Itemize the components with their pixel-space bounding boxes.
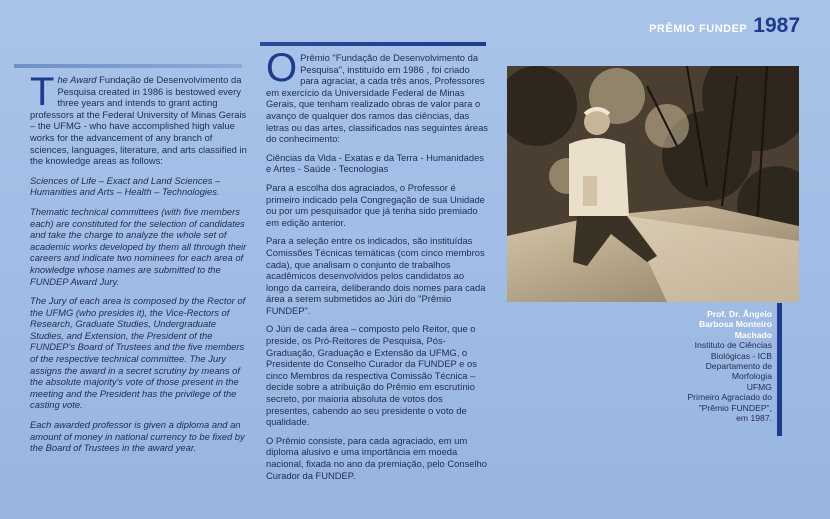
- portuguese-paragraph-2: Ciências da Vida - Exatas e da Terra - Humanidades e Artes - Saúde - Tecnologias: [266, 151, 484, 175]
- english-p1-rest: Fundação de Desenvolvimento da Pesquisa created in 1986 is bestowed every three years and intends to grant acting professors at the Federal University of Minas Gerais – the UFMG - who have accomplished high value works for the advancement of any branch of sciences, languages, literature, and arts classified in the knowledge areas as follows:: [30, 74, 247, 167]
- caption-line-7: Morfologia: [731, 371, 772, 382]
- photo-caption: [652, 309, 772, 423]
- left-divider: [14, 64, 242, 68]
- portuguese-dropcap: O: [266, 46, 298, 90]
- portuguese-paragraph-6: O Prêmio consiste, para cada agraciado, em um diploma alusivo e uma importância em moeda nacional, fixada no ano da premiação, pelo Conselho Curador da FUNDEP.: [266, 434, 487, 481]
- caption-accent-bar: [777, 303, 782, 436]
- portuguese-paragraph-5: O Júri de cada área – composto pelo Reitor, que o preside, os Pró-Reitores de Pesquisa, Pós-Graduação, Graduação e Extensão da UFMG, o Presidente do Conselho Curador da FUNDEP e os cinco Membros da respectiva Comissão Técnica – decide sobre a atribuição do Prêmio em escrutínio secreto, por maioria absoluta de votos dos presentes, cabendo ao seu presidente o voto de qualidade.: [266, 323, 477, 428]
- english-paragraph-3: Thematic technical committees (with five members each) are constituted for the selection of candidates and take the charge to analyze the whole set of academic works developed by them all through their careers and indicate two nominees for each area of knowledge whose names are submitted to the FUNDEP Award Jury.: [30, 205, 247, 287]
- english-paragraph-2: Sciences of Life – Exact and Land Sciences – Humanities and Arts – Health – Technologies.: [30, 174, 221, 198]
- sepia-portrait-image: [507, 66, 799, 302]
- english-dropcap: T: [30, 70, 55, 114]
- english-paragraph-4: The Jury of each area is composed by the Rector of the UFMG (who presides it), the Vice-Rectors of Research, Graduate Studies, Undergraduate Studies, and Extension, the President of the FUNDEP's Board of Trustees and the five members of the respective technical committee. The Jury assigns the award in a secret scrutiny by means of the absolute majority's vote of those present in the meeting and the President has the privilege of the casting vote.: [30, 295, 246, 411]
- portuguese-paragraph-3: Para a escolha dos agraciados, o Professor é primeiro indicado pela Congregação de sua Unidade ou por um pesquisador que já tenha sido premiado em edição anterior.: [266, 181, 485, 228]
- english-paragraph-5: Each awarded professor is given a diploma and an amount of money in national currency to be fixed by the Board of Trustees in the award year.: [30, 419, 245, 454]
- portuguese-paragraph-4: Para a seleção entre os indicados, são instituídas Comissões Técnicas temáticas (com cinco membros cada), que analisam o conjunto de trabalhos acadêmicos desenvolvidos pelos candidatos ao longo da carreira, deliberando dois nomes para cada área a serem submetidos ao Júri do "Prêmio FUNDEP".: [266, 235, 486, 316]
- award-name: PRÊMIO FUNDEP: [649, 23, 748, 35]
- caption-line-10: "Prêmio FUNDEP",: [698, 402, 772, 413]
- portuguese-p1-text: Prêmio "Fundação de Desenvolvimento da Pesquisa", instituído em 1986 , foi criado para agraciar, a cada três anos, Professores em exercício da Universidade Federal de Minas Gerais, que tenham realizado obras de valor para o avanço de qualquer dos ramos das ciências, das letras ou das artes, classificados nas seguintes áreas do conhecimento:: [266, 52, 488, 145]
- caption-line-11: em 1987.: [736, 413, 772, 424]
- english-column: [30, 70, 248, 462]
- english-paragraph-1: [30, 70, 248, 167]
- professor-photo: [507, 66, 799, 302]
- caption-name-line-3: Machado: [734, 329, 772, 340]
- caption-line-9: Primeiro Agraciado do: [687, 392, 772, 403]
- english-lead: he Award: [57, 74, 97, 85]
- caption-name-line-1: Prof. Dr. Ângelo: [707, 309, 772, 319]
- caption-line-8: UFMG: [746, 381, 772, 392]
- portuguese-column: [266, 46, 488, 488]
- caption-name-line-2: Barbosa Monteiro: [698, 319, 772, 330]
- award-year: 1987: [753, 14, 800, 37]
- caption-line-6: Departamento de: [705, 361, 772, 372]
- page-header: [649, 14, 800, 38]
- caption-line-4: Instituto de Ciências: [694, 340, 772, 351]
- portuguese-paragraph-1: [266, 46, 488, 145]
- caption-line-5: Biológicas - ICB: [710, 350, 772, 361]
